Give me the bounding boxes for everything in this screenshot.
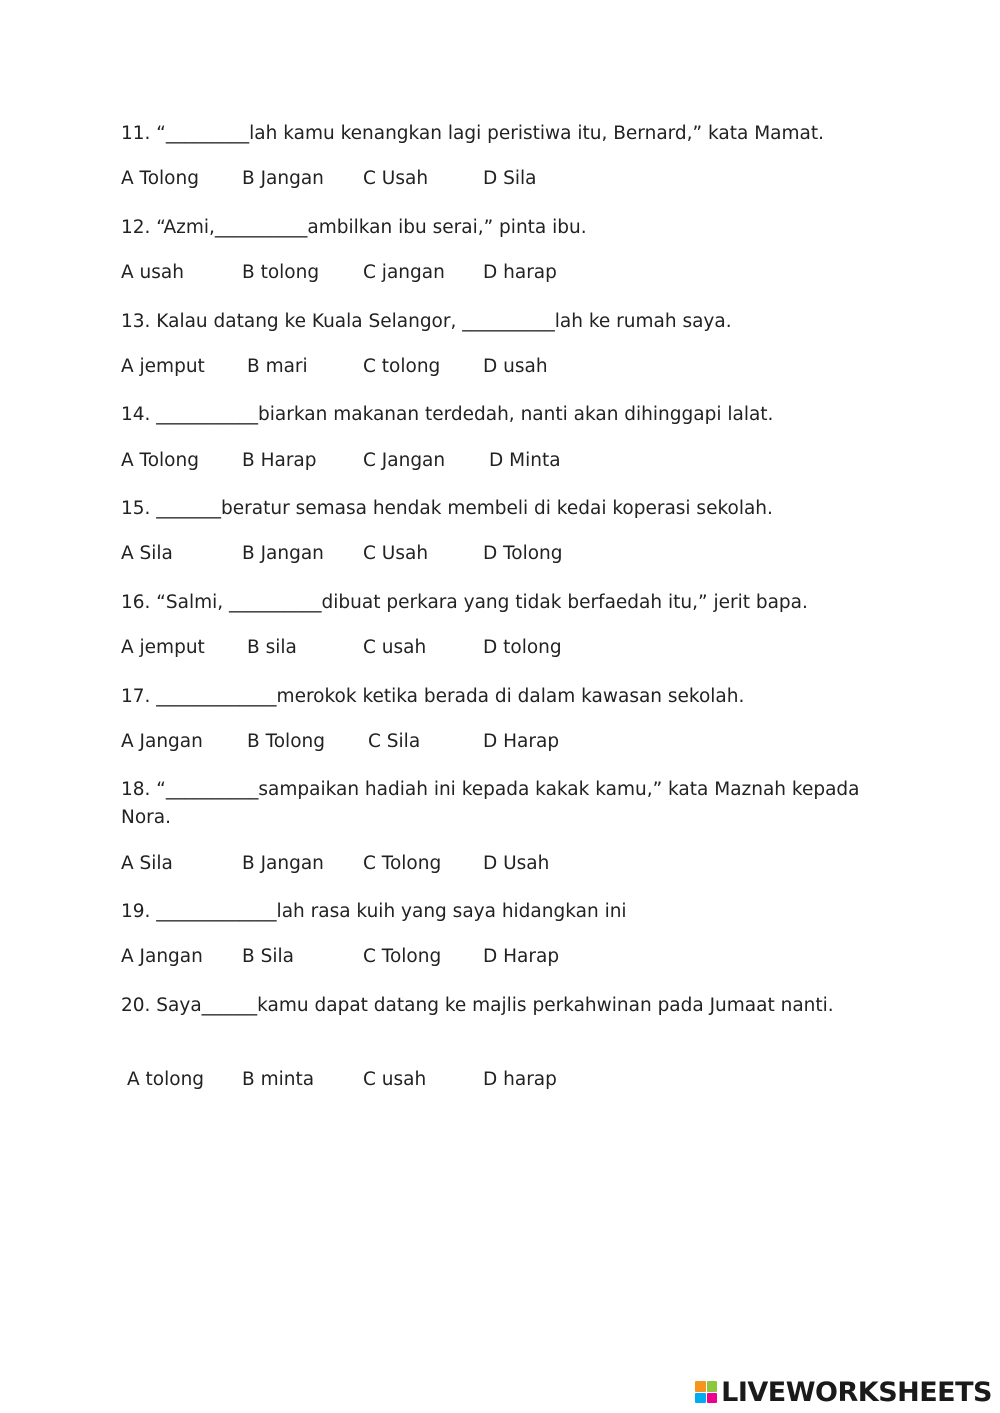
question-18: 18. “__________sampaikan hadiah ini kepada kakak kamu,” kata Maznah kepada Nora. <box>121 779 860 828</box>
question-12: 12. “Azmi,__________ambilkan ibu serai,” pinta ibu. <box>121 217 587 238</box>
option-d[interactable]: D usah <box>483 356 548 377</box>
option-c[interactable]: C tolong <box>363 356 441 377</box>
option-a[interactable]: A Sila <box>121 543 173 564</box>
option-a[interactable]: A Tolong <box>121 168 199 189</box>
option-c[interactable]: C Tolong <box>363 946 442 967</box>
option-d[interactable]: D Harap <box>483 731 560 752</box>
option-d[interactable]: D Sila <box>483 168 537 189</box>
option-c[interactable]: C Usah <box>363 543 429 564</box>
option-c[interactable]: C Sila <box>368 731 421 752</box>
option-b[interactable]: B Sila <box>242 946 294 967</box>
option-b[interactable]: B Jangan <box>242 168 324 189</box>
options-18 <box>121 850 881 878</box>
question-13: 13. Kalau datang ke Kuala Selangor, __________lah ke rumah saya. <box>121 311 732 332</box>
liveworksheets-logo <box>695 1378 992 1406</box>
option-b[interactable]: B minta <box>242 1069 315 1090</box>
options-11 <box>121 165 881 193</box>
option-a[interactable]: A Jangan <box>121 731 203 752</box>
option-c[interactable]: C Usah <box>363 168 429 189</box>
question-15: 15. _______beratur semasa hendak membeli di kedai koperasi sekolah. <box>121 498 773 519</box>
option-c[interactable]: C usah <box>363 1069 427 1090</box>
logo-icon <box>695 1381 717 1403</box>
option-a[interactable]: A Jangan <box>121 946 203 967</box>
option-c[interactable]: C jangan <box>363 262 445 283</box>
option-c[interactable]: C Tolong <box>363 853 442 874</box>
brand-name: LIVEWORKSHEETS <box>721 1376 992 1408</box>
options-14 <box>121 447 881 475</box>
options-12 <box>121 259 881 287</box>
question-14: 14. ___________biarkan makanan terdedah, nanti akan dihinggapi lalat. <box>121 404 774 425</box>
option-a[interactable]: A Sila <box>121 853 173 874</box>
option-b[interactable]: B sila <box>247 637 297 658</box>
option-b[interactable]: B Jangan <box>242 543 324 564</box>
options-16 <box>121 634 881 662</box>
option-d[interactable]: D Usah <box>483 853 550 874</box>
question-11: 11. “_________lah kamu kenangkan lagi peristiwa itu, Bernard,” kata Mamat. <box>121 123 825 144</box>
options-19 <box>121 943 881 971</box>
option-a[interactable]: A tolong <box>127 1069 205 1090</box>
option-b[interactable]: B Harap <box>242 450 317 471</box>
option-d[interactable]: D harap <box>483 262 557 283</box>
option-d[interactable]: D Tolong <box>483 543 563 564</box>
option-b[interactable]: B Tolong <box>247 731 325 752</box>
option-a[interactable]: A jemput <box>121 356 205 377</box>
options-17 <box>121 728 881 756</box>
question-19: 19. _____________lah rasa kuih yang saya hidangkan ini <box>121 901 627 922</box>
options-15 <box>121 540 881 568</box>
option-d[interactable]: D Minta <box>489 450 561 471</box>
option-d[interactable]: D Harap <box>483 946 560 967</box>
option-d[interactable]: D tolong <box>483 637 562 658</box>
option-b[interactable]: B Jangan <box>242 853 324 874</box>
option-c[interactable]: C Jangan <box>363 450 446 471</box>
options-20 <box>121 1066 881 1094</box>
option-b[interactable]: B mari <box>247 356 308 377</box>
option-d[interactable]: D harap <box>483 1069 557 1090</box>
options-13 <box>121 353 881 381</box>
question-20: 20. Saya______kamu dapat datang ke majlis perkahwinan pada Jumaat nanti. <box>121 995 834 1016</box>
option-b[interactable]: B tolong <box>242 262 320 283</box>
question-16: 16. “Salmi, __________dibuat perkara yang tidak berfaedah itu,” jerit bapa. <box>121 592 808 613</box>
question-17: 17. _____________merokok ketika berada di dalam kawasan sekolah. <box>121 686 745 707</box>
option-a[interactable]: A jemput <box>121 637 205 658</box>
option-a[interactable]: A Tolong <box>121 450 199 471</box>
option-c[interactable]: C usah <box>363 637 427 658</box>
option-a[interactable]: A usah <box>121 262 184 283</box>
